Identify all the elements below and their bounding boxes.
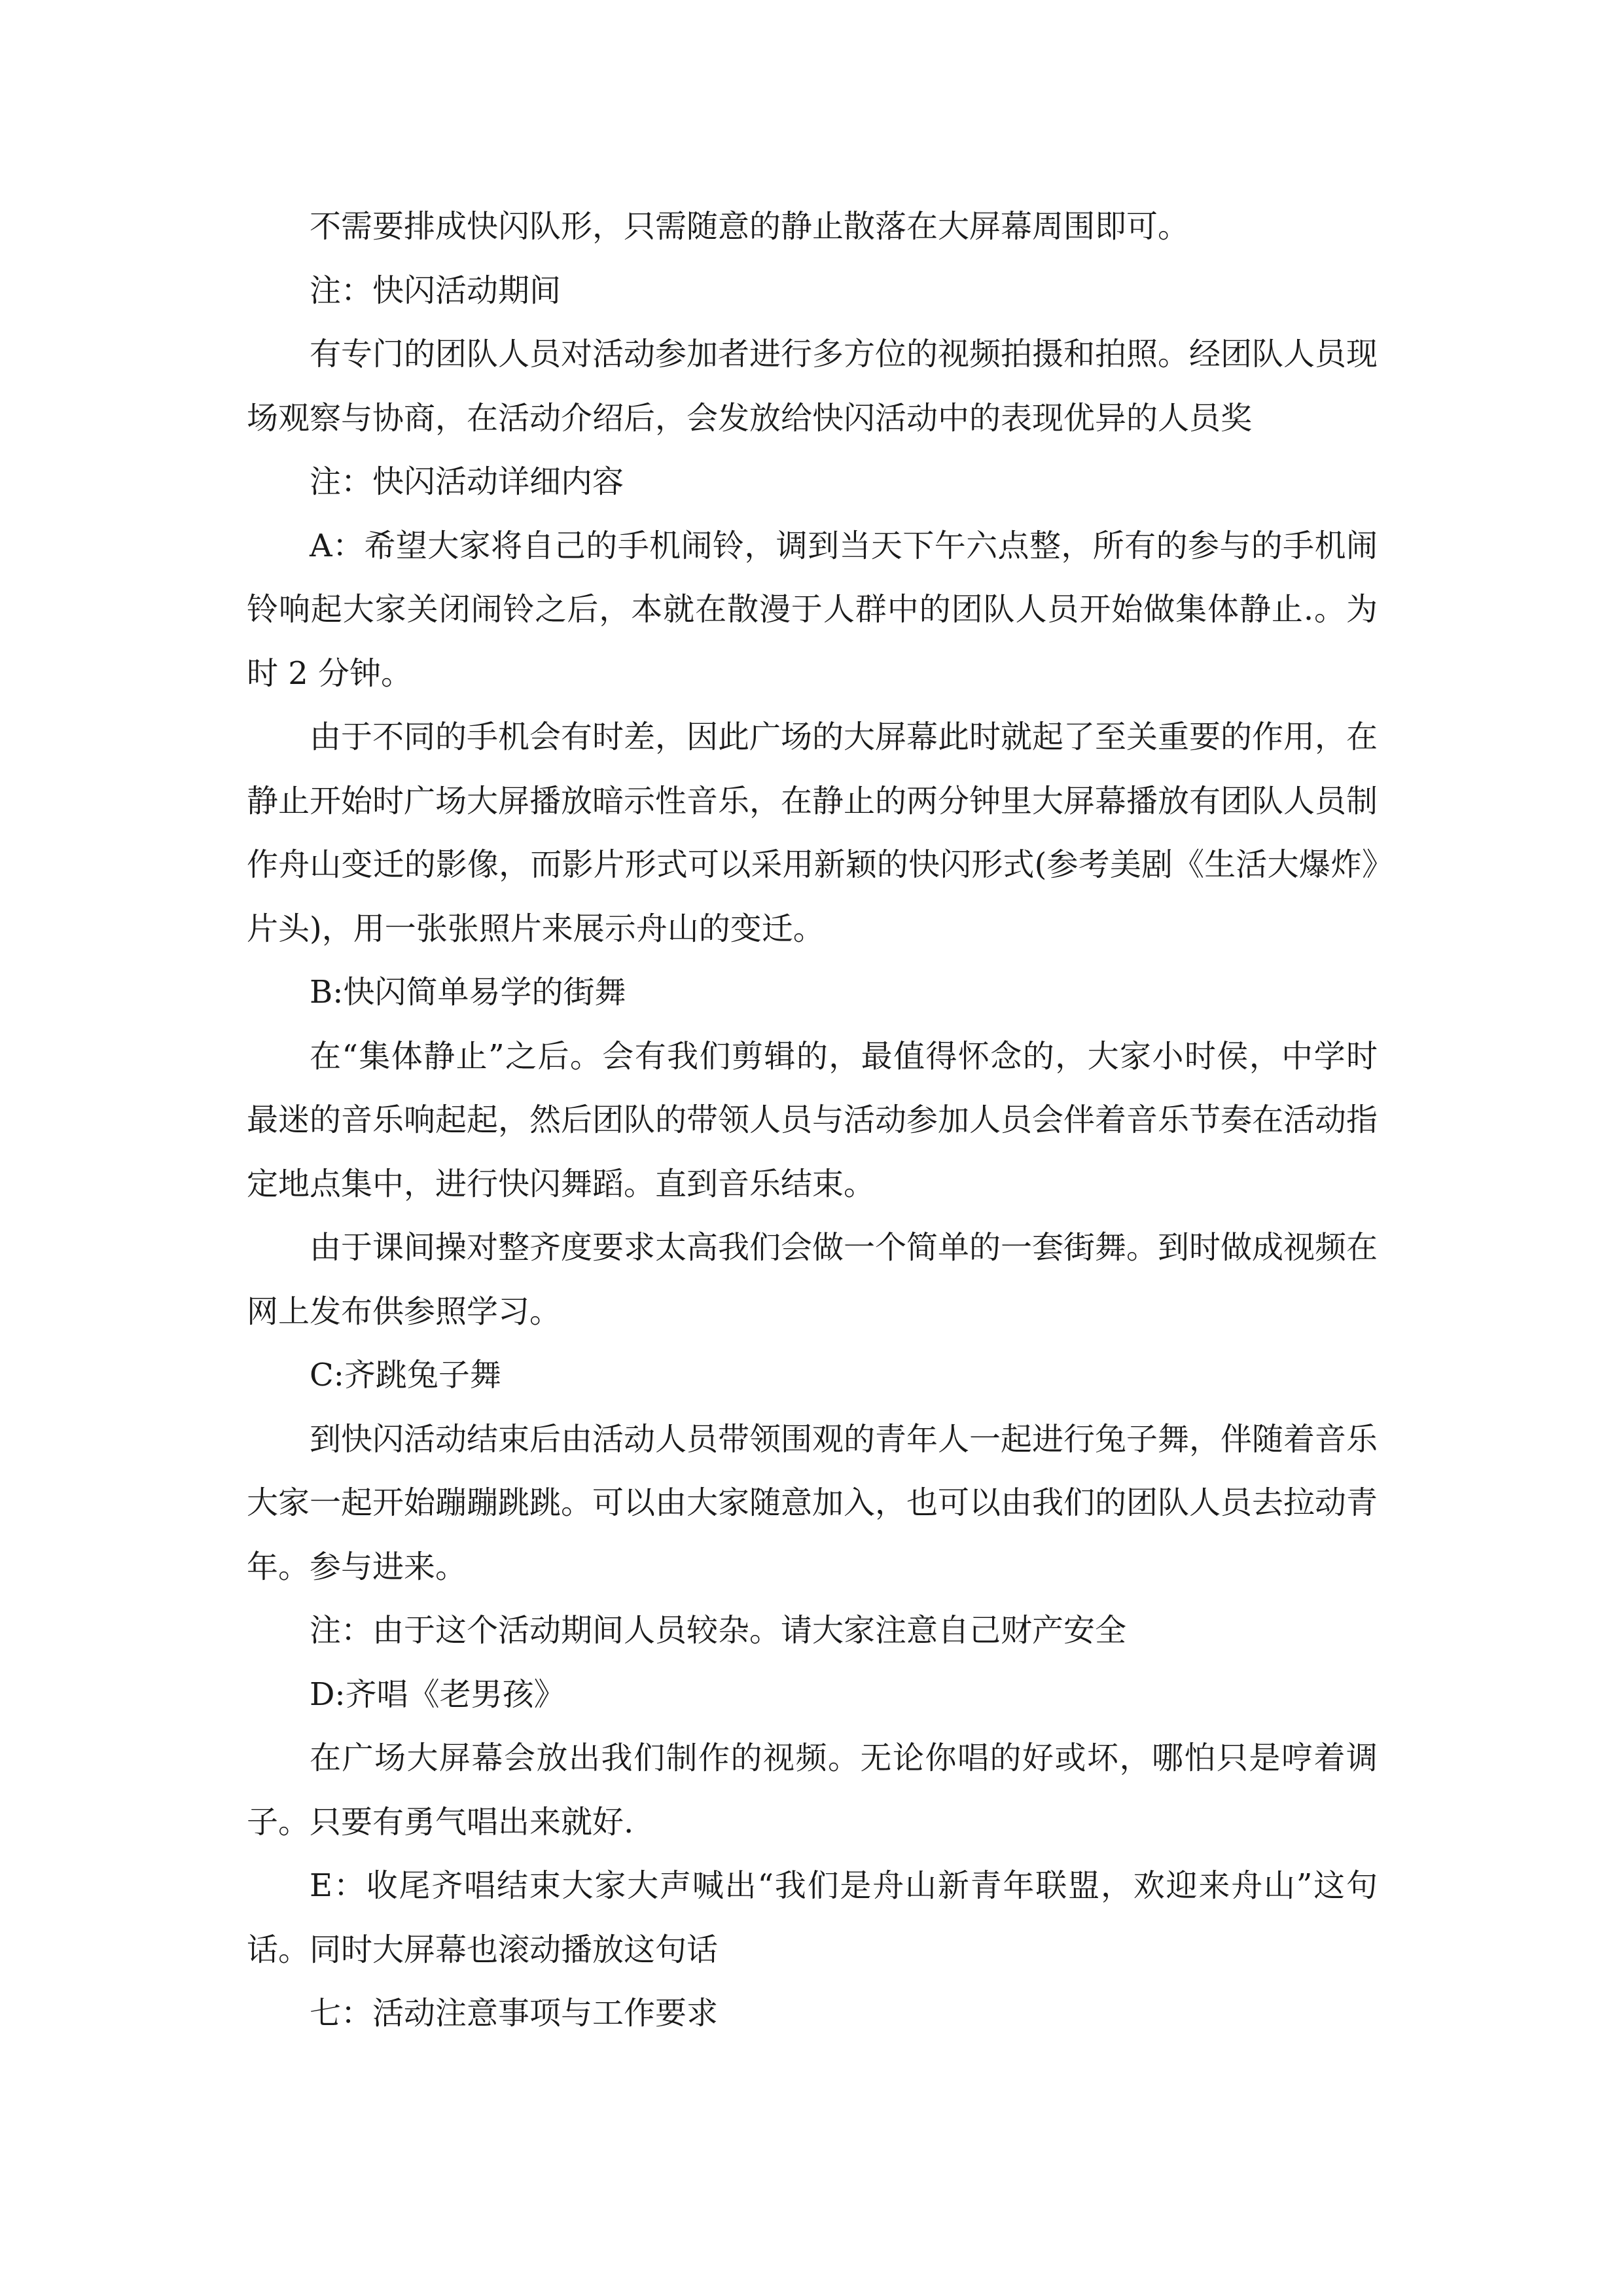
paragraph-music-gathering: 在“集体静止”之后。会有我们剪辑的，最值得怀念的，大家小时侯，中学时最迷的音乐响起起，然后团队的带领人员与活动参加人员会伴着音乐节奏在活动指定地点集中，进行快闪舞蹈。直到音乐结束。 [247,1037,1378,1202]
note-flashmob-period: 注：快闪活动期间 [310,272,562,309]
item-e-closing-shout: E：收尾齐唱结束大家大声喊出“我们是舟山新青年联盟，欢迎来舟山”这句话。同时大屏幕也滚动播放这句话 [247,1867,1378,1968]
document-body [247,195,1378,2046]
section-heading-seven: 七：活动注意事项与工作要求 [310,1995,719,2032]
paragraph-big-screen-role: 由于不同的手机会有时差，因此广场的大屏幕此时就起了至关重要的作用，在静止开始时广场大屏播放暗示性音乐，在静止的两分钟里大屏幕播放有团队人员制作舟山变迁的影像，而影片形式可以采用新颖的快闪形式(参考美剧《生活大爆炸》片头)，用一张张照片来展示舟山的变迁。 [247,719,1378,947]
item-c-bunny-dance: C:齐跳兔子舞 [310,1357,501,1393]
item-b-street-dance: B:快闪简单易学的街舞 [310,974,626,1011]
note-property-safety: 注：由于这个活动期间人员较杂。请大家注意自己财产安全 [310,1612,1127,1649]
paragraph-dance-video: 由于课间操对整齐度要求太高我们会做一个简单的一套街舞。到时做成视频在网上发布供参照学习。 [247,1229,1378,1330]
paragraph-static-around-screen: 不需要排成快闪队形，只需随意的静止散落在大屏幕周围即可。 [310,208,1190,245]
paragraph-sing-along: 在广场大屏幕会放出我们制作的视频。无论你唱的好或坏，哪怕只是哼着调子。只要有勇气唱出来就好. [247,1740,1378,1840]
paragraph-bunny-dance-details: 到快闪活动结束后由活动人员带领围观的青年人一起进行兔子舞，伴随着音乐大家一起开始蹦蹦跳跳。可以由大家随意加入，也可以由我们的团队人员去拉动青年。参与进来。 [247,1420,1378,1585]
item-d-sing-old-boy: D:齐唱《老男孩》 [310,1676,565,1713]
item-a-alarm-static: A：希望大家将自己的手机闹铃，调到当天下午六点整，所有的参与的手机闹铃响起大家关闭闹铃之后，本就在散漫于人群中的团队人员开始做集体静止.。为时 2 分钟。 [247,527,1378,692]
paragraph-filming-and-awards: 有专门的团队人员对活动参加者进行多方位的视频拍摄和拍照。经团队人员现场观察与协商，在活动介绍后，会发放给快闪活动中的表现优异的人员奖 [247,336,1378,437]
note-flashmob-details: 注：快闪活动详细内容 [310,463,624,500]
